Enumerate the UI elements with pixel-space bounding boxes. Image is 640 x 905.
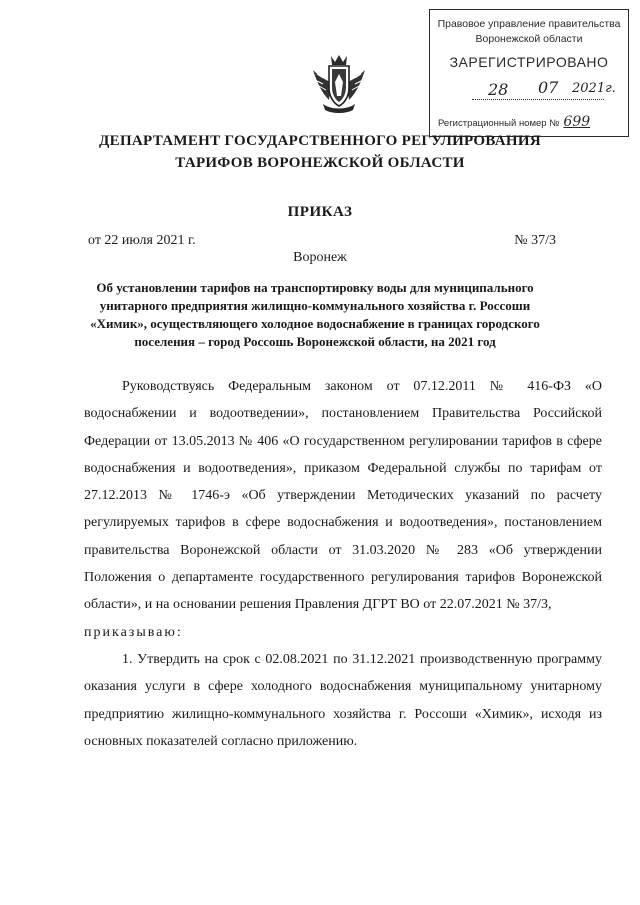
department-line2: ТАРИФОВ ВОРОНЕЖСКОЙ ОБЛАСТИ	[175, 155, 465, 171]
order-word: приказываю:	[84, 624, 183, 640]
stamp-authority-line1: Правовое управление правительства	[437, 18, 621, 30]
order-city: Воронеж	[293, 250, 347, 265]
item-1-paragraph: 1. Утвердить на срок с 02.08.2021 по 31.12.2021 производственную программу оказания услуги в сфере холодного водоснабжения муниципальному унитарному предприятию жилищно-коммунального хозяйства г. Россоши «Химик», исходя из основных показателей согласно приложению.	[84, 651, 602, 749]
stamp-reg-value: 699	[563, 114, 591, 130]
order-body	[84, 373, 602, 755]
stamp-day: 28	[488, 80, 509, 99]
department-line1: ДЕПАРТАМЕНТ ГОСУДАРСТВЕННОГО РЕГУЛИРОВАНИЯ	[99, 133, 541, 149]
department-name	[0, 130, 640, 174]
stamp-status: ЗАРЕГИСТРИРОВАНО	[449, 54, 609, 70]
registration-stamp	[429, 9, 629, 137]
stamp-date	[462, 78, 616, 102]
stamp-date-rule	[472, 99, 604, 100]
preamble-paragraph: Руководствуясь Федеральным законом от 07.12.2011 № 416-ФЗ «О водоснабжении и водоотведении», постановлением Правительства Российской Федерации от 13.05.2013 № 406 «О государственном регулировании тарифов в сфере водоснабжения и водоотведения», приказом Федеральной службы по тарифам от 27.12.2013 № 1746-э «Об утверждении Методических указаний по расчету регулируемых тарифов в сфере водоснабжения и водоотведения», постановлением правительства Воронежской области от 31.03.2020 № 283 «Об утверждении Положения о департаменте государственного регулирования тарифов Воронежской области», и на основании решения Правления ДГРТ ВО от 22.07.2021 № 37/3,	[84, 379, 602, 613]
document-type: ПРИКАЗ	[287, 204, 353, 220]
stamp-reg-label: Регистрационный номер №	[438, 118, 560, 129]
order-number: № 37/3	[514, 233, 556, 248]
stamp-year: 2021г.	[572, 81, 616, 96]
order-subject: Об установлении тарифов на транспортировку воды для муниципального унитарного предприятия жилищно-коммунального хозяйства г. Россоши «Химик», осуществляющего холодное водоснабжение в границах городского поселения – город Россошь Воронежской области, на 2021 год	[90, 280, 540, 349]
stamp-authority-line2: Воронежской области	[475, 33, 583, 45]
coat-of-arms-icon	[309, 52, 369, 114]
order-date: от 22 июля 2021 г.	[88, 233, 196, 248]
stamp-registration-number	[438, 114, 622, 130]
stamp-month: 07	[538, 78, 559, 97]
